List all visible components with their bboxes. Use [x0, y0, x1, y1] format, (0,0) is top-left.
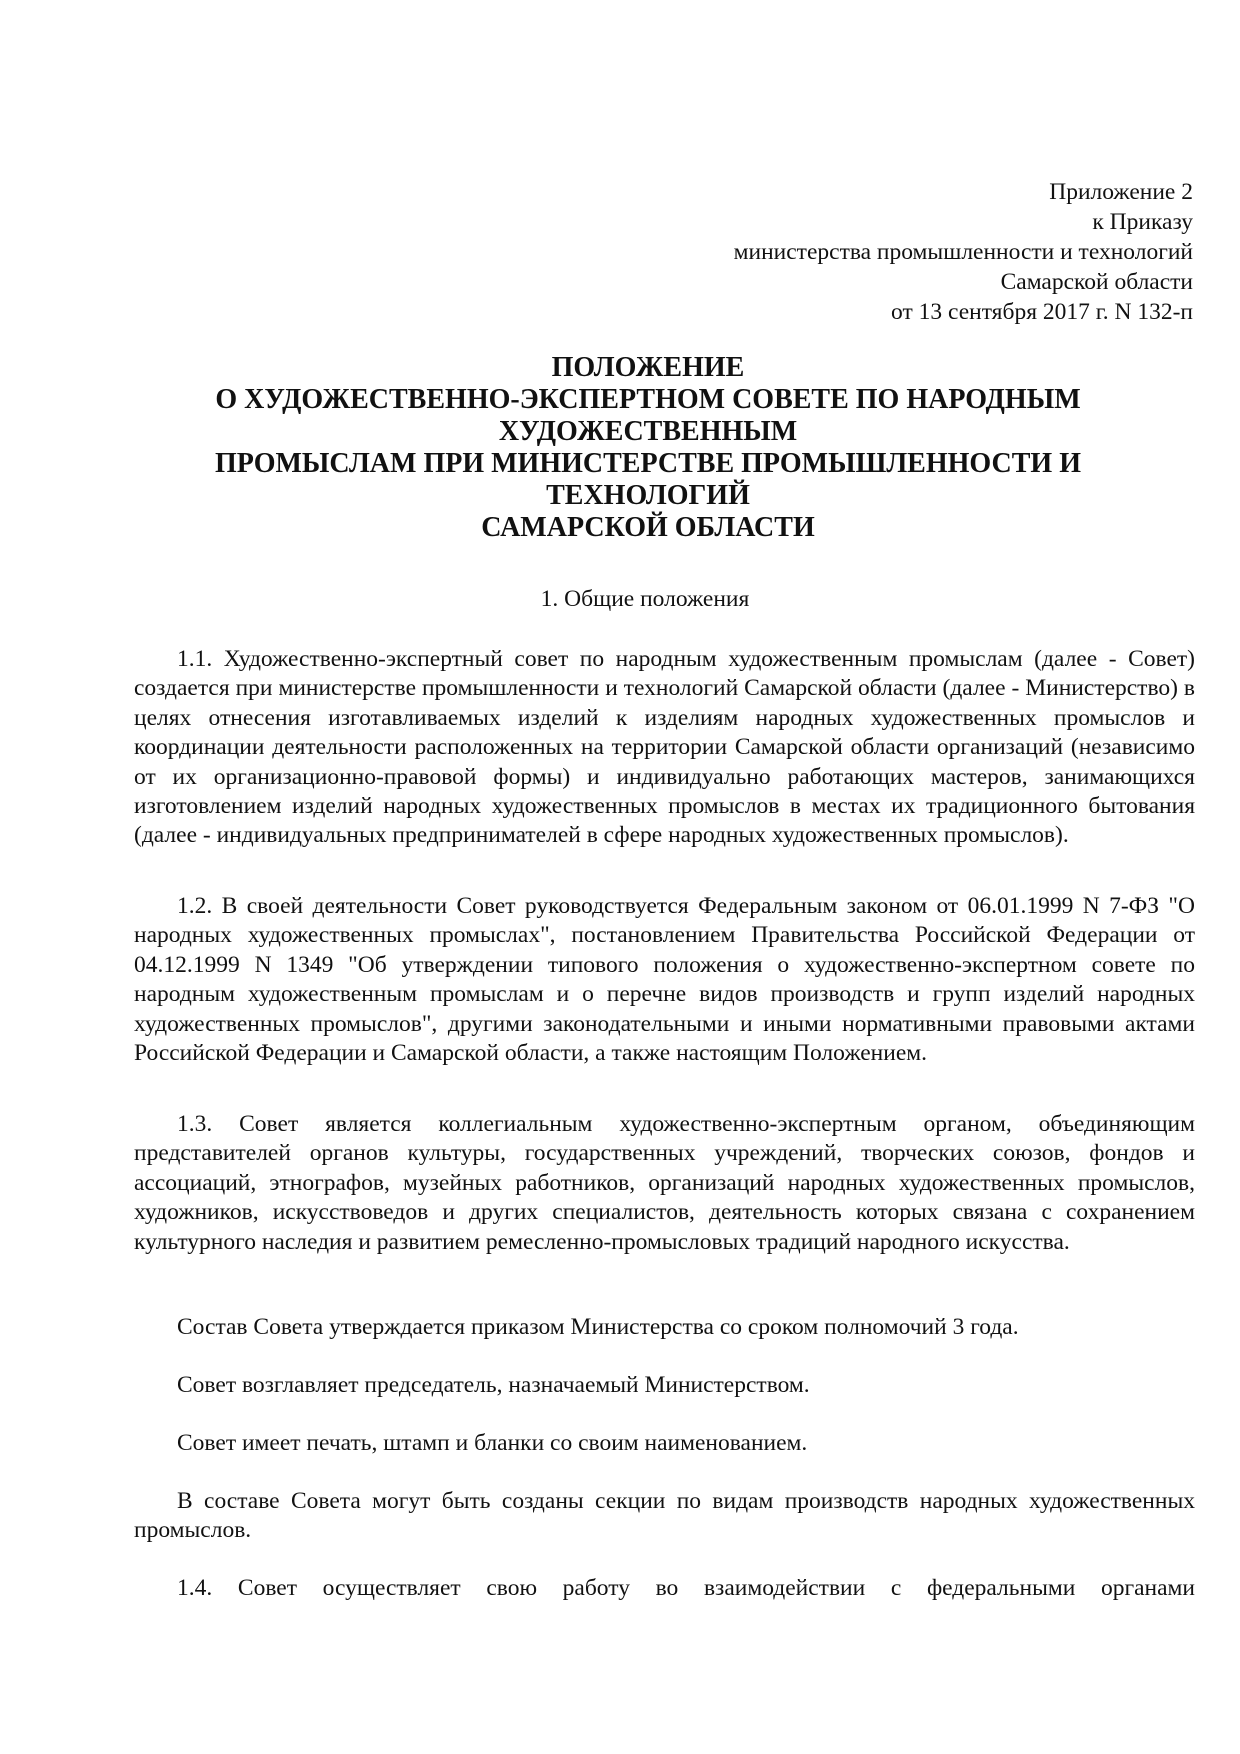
paragraph-1-4: 1.4. Совет осуществляет свою работу во взаимодействии с федеральными органами: [177, 1575, 1195, 1601]
appendix-order-ref: к Приказу: [1092, 209, 1193, 235]
appendix-date-number: от 13 сентября 2017 г. N 132-п: [891, 299, 1193, 325]
paragraph-1-2-block: [134, 892, 1195, 1068]
paragraph-chair: Совет возглавляет председатель, назначаемый Министерством.: [177, 1372, 810, 1398]
appendix-ministry: министерства промышленности и технологий: [733, 239, 1193, 265]
paragraph-sections: В составе Совета могут быть созданы секции по видам производств народных художественных промыслов.: [134, 1488, 1195, 1544]
paragraph-composition: Состав Совета утверждается приказом Министерства со сроком полномочий 3 года.: [177, 1314, 1019, 1340]
paragraph-1-2: 1.2. В своей деятельности Совет руководствуется Федеральным законом от 06.01.1999 N 7-ФЗ "О народных художественных промыслах", постановлением Правительства Российской Федерации от 04.12.1999 N 1349 "Об утверждении типового положения о художественно-экспертном совете по народным художественным промыслам и о перечне видов производств и групп изделий народных художественных промыслов", другими законодательными и иными нормативными правовыми актами Российской Федерации и Самарской области, а также настоящим Положением.: [134, 893, 1195, 1067]
title-line-4: ПРОМЫСЛАМ ПРИ МИНИСТЕРСТВЕ ПРОМЫШЛЕННОСТИ И: [215, 448, 1081, 479]
paragraph-1-3-block: [134, 1110, 1195, 1257]
title-line-1: ПОЛОЖЕНИЕ: [551, 352, 745, 383]
appendix-number: Приложение 2: [1049, 179, 1193, 205]
paragraph-1-4-block: [134, 1574, 1195, 1603]
paragraph-1-3: 1.3. Совет является коллегиальным художественно-экспертным органом, объединяющим представителей органов культуры, государственных учреждений, творческих союзов, фондов и ассоциаций, этнографов, музейных работников, организаций народных художественных промыслов, художников, искусствоведов и других специалистов, деятельность которых связана с сохранением культурного наследия и развитием ремесленно-промысловых традиций народного искусства.: [134, 1111, 1195, 1255]
title-line-5: ТЕХНОЛОГИЙ: [546, 480, 750, 511]
paragraph-chair-block: [134, 1371, 1195, 1400]
title-line-3: ХУДОЖЕСТВЕННЫМ: [498, 416, 798, 447]
paragraph-seal: Совет имеет печать, штамп и бланки со своим наименованием.: [177, 1430, 808, 1456]
paragraph-1-1: 1.1. Художественно-экспертный совет по народным художественным промыслам (далее - Совет) создается при министерстве промышленности и технологий Самарской области (далее - Министерство) в целях отнесения изготавливаемых изделий к изделиям народных художественных промыслов и координации деятельности расположенных на территории Самарской области организаций (независимо от их организационно-правовой формы) и индивидуально работающих мастеров, занимающихся изготовлением изделий народных художественных промыслов в местах их традиционного бытования (далее - индивидуальных предпринимателей в сфере народных художественных промыслов).: [134, 646, 1195, 849]
paragraph-sections-block: [134, 1487, 1195, 1546]
appendix-header: [493, 177, 1193, 327]
document-title: [150, 352, 1146, 544]
title-line-2: О ХУДОЖЕСТВЕННО-ЭКСПЕРТНОМ СОВЕТЕ ПО НАРОДНЫМ: [215, 384, 1081, 415]
title-line-6: САМАРСКОЙ ОБЛАСТИ: [481, 512, 815, 543]
paragraph-1-1-block: [134, 645, 1195, 851]
paragraph-seal-block: [134, 1429, 1195, 1458]
paragraph-composition-block: [134, 1313, 1195, 1342]
appendix-region: Самарской области: [1000, 269, 1193, 295]
section-heading: 1. Общие положения: [540, 586, 750, 612]
